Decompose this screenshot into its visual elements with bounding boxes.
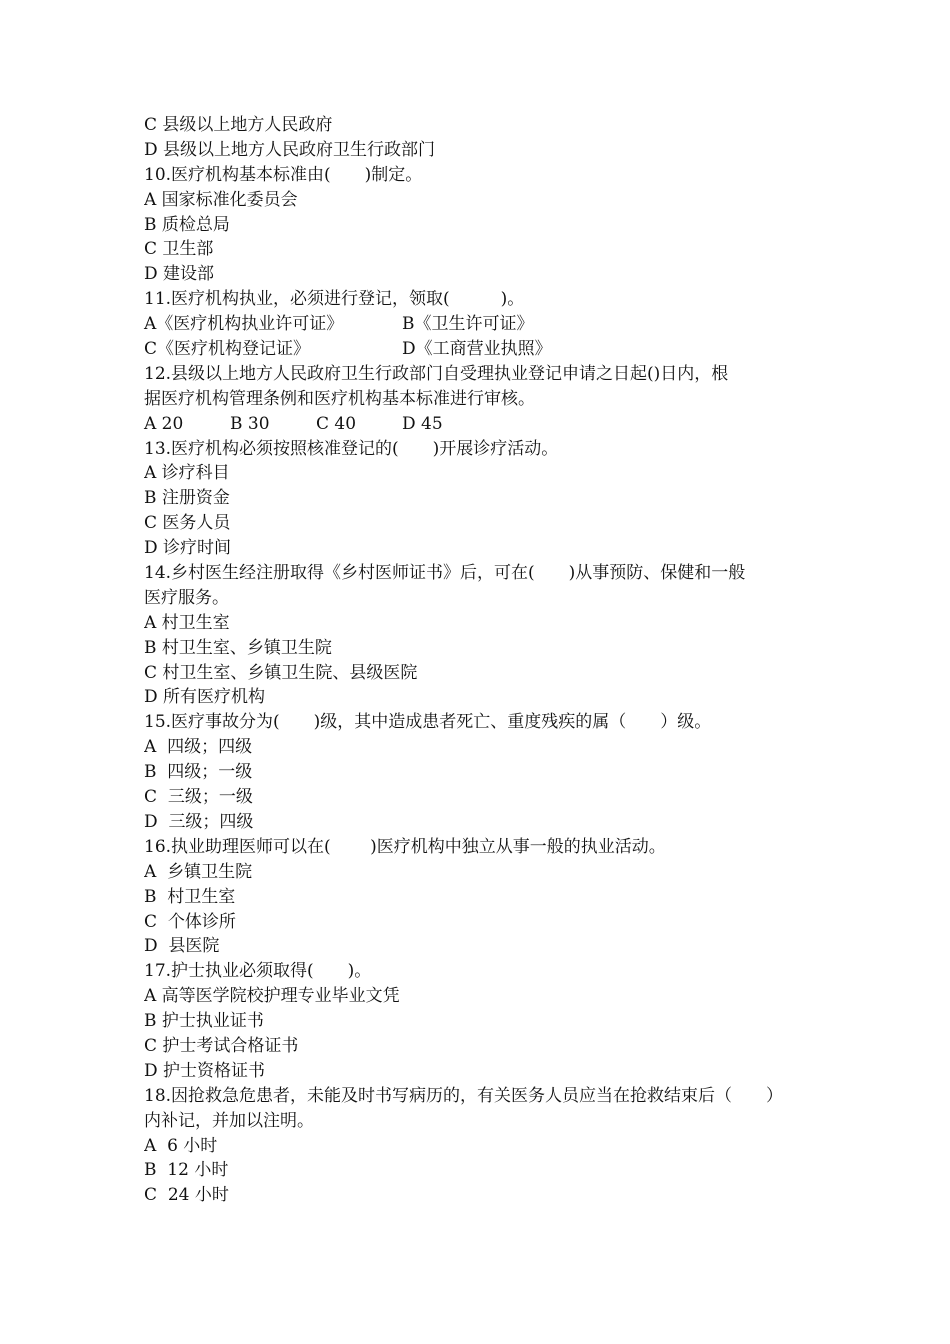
option-b: B《卫生许可证》	[402, 314, 534, 335]
option-line: B 注册资金	[144, 488, 230, 509]
option-line: D 护士资格证书	[144, 1060, 266, 1081]
option-line: B 护士执业证书	[144, 1011, 264, 1032]
question-18-continued: 内补记，并加以注明。	[144, 1110, 314, 1131]
option-line: A 6 小时	[144, 1135, 218, 1156]
option-line: D 三级；四级	[144, 811, 254, 832]
option-line: B 村卫生室	[144, 886, 236, 907]
option-line: C 村卫生室、乡镇卫生院、县级医院	[144, 662, 418, 683]
question-12: 12.县级以上地方人民政府卫生行政部门自受理执业登记申请之日起()日内，根	[144, 363, 729, 384]
option-row	[144, 312, 824, 337]
option-row	[144, 337, 824, 362]
option-line: D 所有医疗机构	[144, 687, 266, 708]
option-line: C 三级；一级	[144, 787, 253, 808]
option-c: C 40	[316, 413, 357, 434]
question-18: 18.因抢救急危患者，未能及时书写病历的，有关医务人员应当在抢救结束后（ ）	[144, 1085, 784, 1106]
question-11: 11.医疗机构执业，必须进行登记，领取( )。	[144, 289, 525, 310]
option-line: C 县级以上地方人民政府	[144, 115, 333, 135]
option-row	[144, 412, 824, 437]
option-b: B 30	[230, 413, 270, 434]
option-line: C 24 小时	[144, 1185, 229, 1206]
option-line: C 医务人员	[144, 513, 231, 534]
option-line: C 护士考试合格证书	[144, 1035, 299, 1056]
question-13: 13.医疗机构必须按照核准登记的( )开展诊疗活动。	[144, 438, 559, 459]
option-line: B 12 小时	[144, 1160, 229, 1181]
option-line: A 四级；四级	[144, 737, 253, 758]
option-line: A 村卫生室	[144, 612, 230, 633]
option-line: D 县医院	[144, 936, 220, 957]
option-line: B 村卫生室、乡镇卫生院	[144, 637, 332, 658]
option-c: C《医疗机构登记证》	[144, 339, 311, 360]
option-line: D 诊疗时间	[144, 538, 232, 559]
option-line: A 高等医学院校护理专业毕业文凭	[144, 986, 400, 1007]
option-line: A 国家标准化委员会	[144, 189, 298, 210]
option-d: D《工商营业执照》	[402, 339, 552, 360]
question-15: 15.医疗事故分为( )级，其中造成患者死亡、重度残疾的属（ ）级。	[144, 712, 712, 733]
option-a: A 20	[144, 413, 184, 434]
question-10: 10.医疗机构基本标准由( )制定。	[144, 164, 423, 185]
question-14: 14.乡村医生经注册取得《乡村医师证书》后，可在( )从事预防、保健和一般	[144, 563, 746, 584]
document-body	[144, 113, 824, 1208]
option-a: A《医疗机构执业许可证》	[144, 314, 344, 335]
option-d: D 45	[402, 413, 443, 434]
question-14-continued: 医疗服务。	[144, 587, 229, 608]
option-line: B 质检总局	[144, 214, 230, 235]
option-line: B 四级；一级	[144, 762, 253, 783]
option-line: D 建设部	[144, 264, 215, 285]
question-17: 17.护士执业必须取得( )。	[144, 961, 372, 982]
question-16: 16.执业助理医师可以在( )医疗机构中独立从事一般的执业活动。	[144, 836, 666, 857]
option-line: C 卫生部	[144, 239, 214, 260]
option-line: D 县级以上地方人民政府卫生行政部门	[144, 139, 436, 160]
question-12-continued: 据医疗机构管理条例和医疗机构基本标准进行审核。	[144, 388, 535, 409]
option-line: A 诊疗科目	[144, 463, 230, 484]
option-line: C 个体诊所	[144, 911, 236, 932]
option-line: A 乡镇卫生院	[144, 861, 253, 882]
